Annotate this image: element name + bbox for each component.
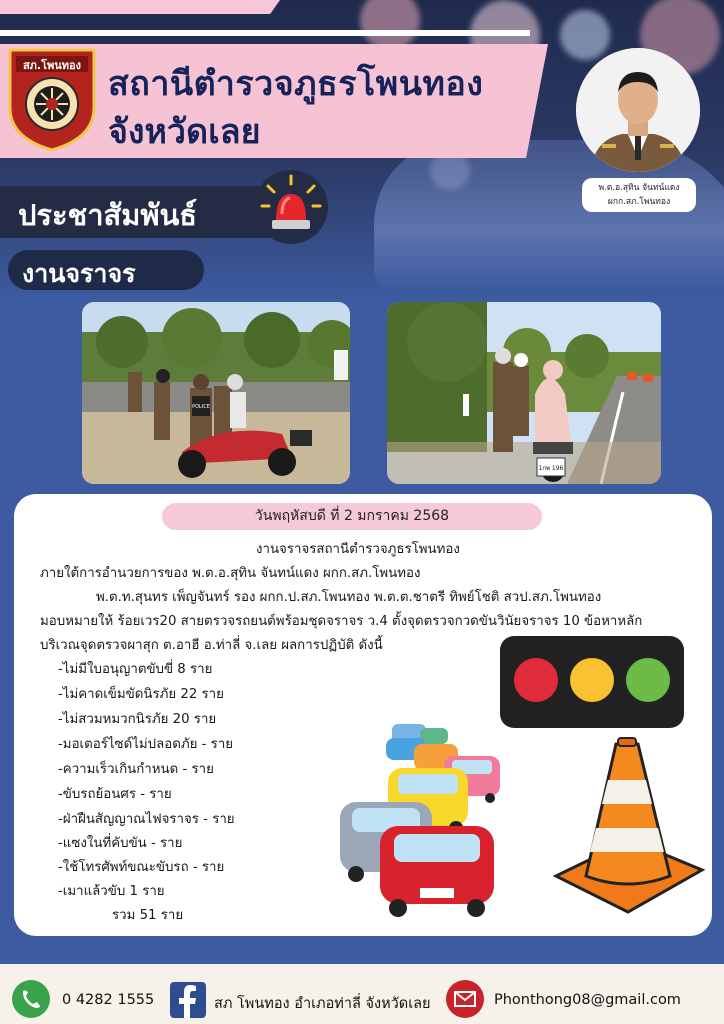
decor-stripe-white [0,30,530,36]
contact-phone[interactable]: 0 4282 1555 [62,992,155,1008]
result-item: -ฝ่าฝืนสัญญาณไฟจราจร - ราย [58,812,235,827]
facebook-page[interactable]: สภ โพนทอง อำเภอท่าลี่ จังหวัดเลย [214,996,431,1012]
phone-icon [12,980,50,1018]
decor-stripe-pink [0,0,280,14]
green-lamp [626,658,670,702]
police-badge-icon [6,46,98,154]
checkpoint-photo-2 [387,302,661,484]
officer-name: พ.ต.อ.สุทิน จันทน์แดง [598,183,680,193]
officer-name-tag [582,178,696,212]
cars-illustration-icon [336,716,506,920]
result-item: -ไม่สวมหมวกนิรภัย 20 ราย [58,712,217,727]
report-line-3: พ.ต.ท.สุนทร เพ็ญจันทร์ รอง ผกก.ป.สภ.โพนทอง พ.ต.ต.ชาตรี ทิพย์โชติ สวป.สภ.โพนทอง [96,590,602,605]
siren-icon [254,170,328,244]
report-line-1: งานจราจรสถานีตำรวจภูธรโพนทอง [256,542,460,557]
result-item: -เมาแล้วขับ 1 ราย [58,884,165,899]
result-item: -แซงในที่คับขัน - ราย [58,836,183,851]
province-title: จังหวัดเลย [108,112,261,152]
facebook-icon [170,982,206,1018]
email-icon [446,980,484,1018]
result-item: -มอเตอร์ไซด์ไม่ปลอดภัย - ราย [58,737,234,752]
contact-email[interactable]: Phonthong08@gmail.com [494,992,681,1008]
report-date: วันพฤหัสบดี ที่ 2 มกราคม 2568 [162,503,542,530]
report-line-4: มอบหมายให้ ร้อยเวร20 สายตรวจรถยนต์พร้อมชุดจราจร ว.4 ตั้งจุดตรวจกวดขันวินัยจราจร 10 ข้อหาหลัก [40,614,643,629]
vest-text: POLICE [192,404,210,410]
checkpoint-photo-1 [82,302,350,484]
pr-banner-label: ประชาสัมพันธ์ [18,198,197,232]
yellow-lamp [570,658,614,702]
traffic-cone-icon [552,736,706,914]
logo-text: สภ.โพนทอง [22,59,82,72]
section-label: งานจราจร [22,259,136,288]
officer-avatar [576,48,700,172]
plate-text: 1กพ 196 [538,465,564,472]
result-total: รวม 51 ราย [112,908,184,923]
traffic-light-icon [500,636,684,728]
officer-position: ผกก.สภ.โพนทอง [607,197,671,207]
report-line-2: ภายใต้การอำนวยการของ พ.ต.อ.สุทิน จันทน์แดง ผกก.สภ.โพนทอง [40,566,421,581]
result-item: -ไม่มีใบอนุญาตขับขี่ 8 ราย [58,662,213,677]
red-lamp [514,658,558,702]
result-item: -ความเร็วเกินกำหนด - ราย [58,762,214,777]
station-title: สถานีตำรวจภูธรโพนทอง [108,64,484,104]
report-line-5: บริเวณจุดตรวจผาสุก ต.อาฮี อ.ท่าลี่ จ.เลย ผลการปฏิบัติ ดังนี้ [40,638,383,653]
result-item: -ใช้โทรศัพท์ขณะขับรถ - ราย [58,860,225,875]
result-item: -ขับรถย้อนศร - ราย [58,787,172,802]
result-item: -ไม่คาดเข็มขัดนิรภัย 22 ราย [58,687,224,702]
